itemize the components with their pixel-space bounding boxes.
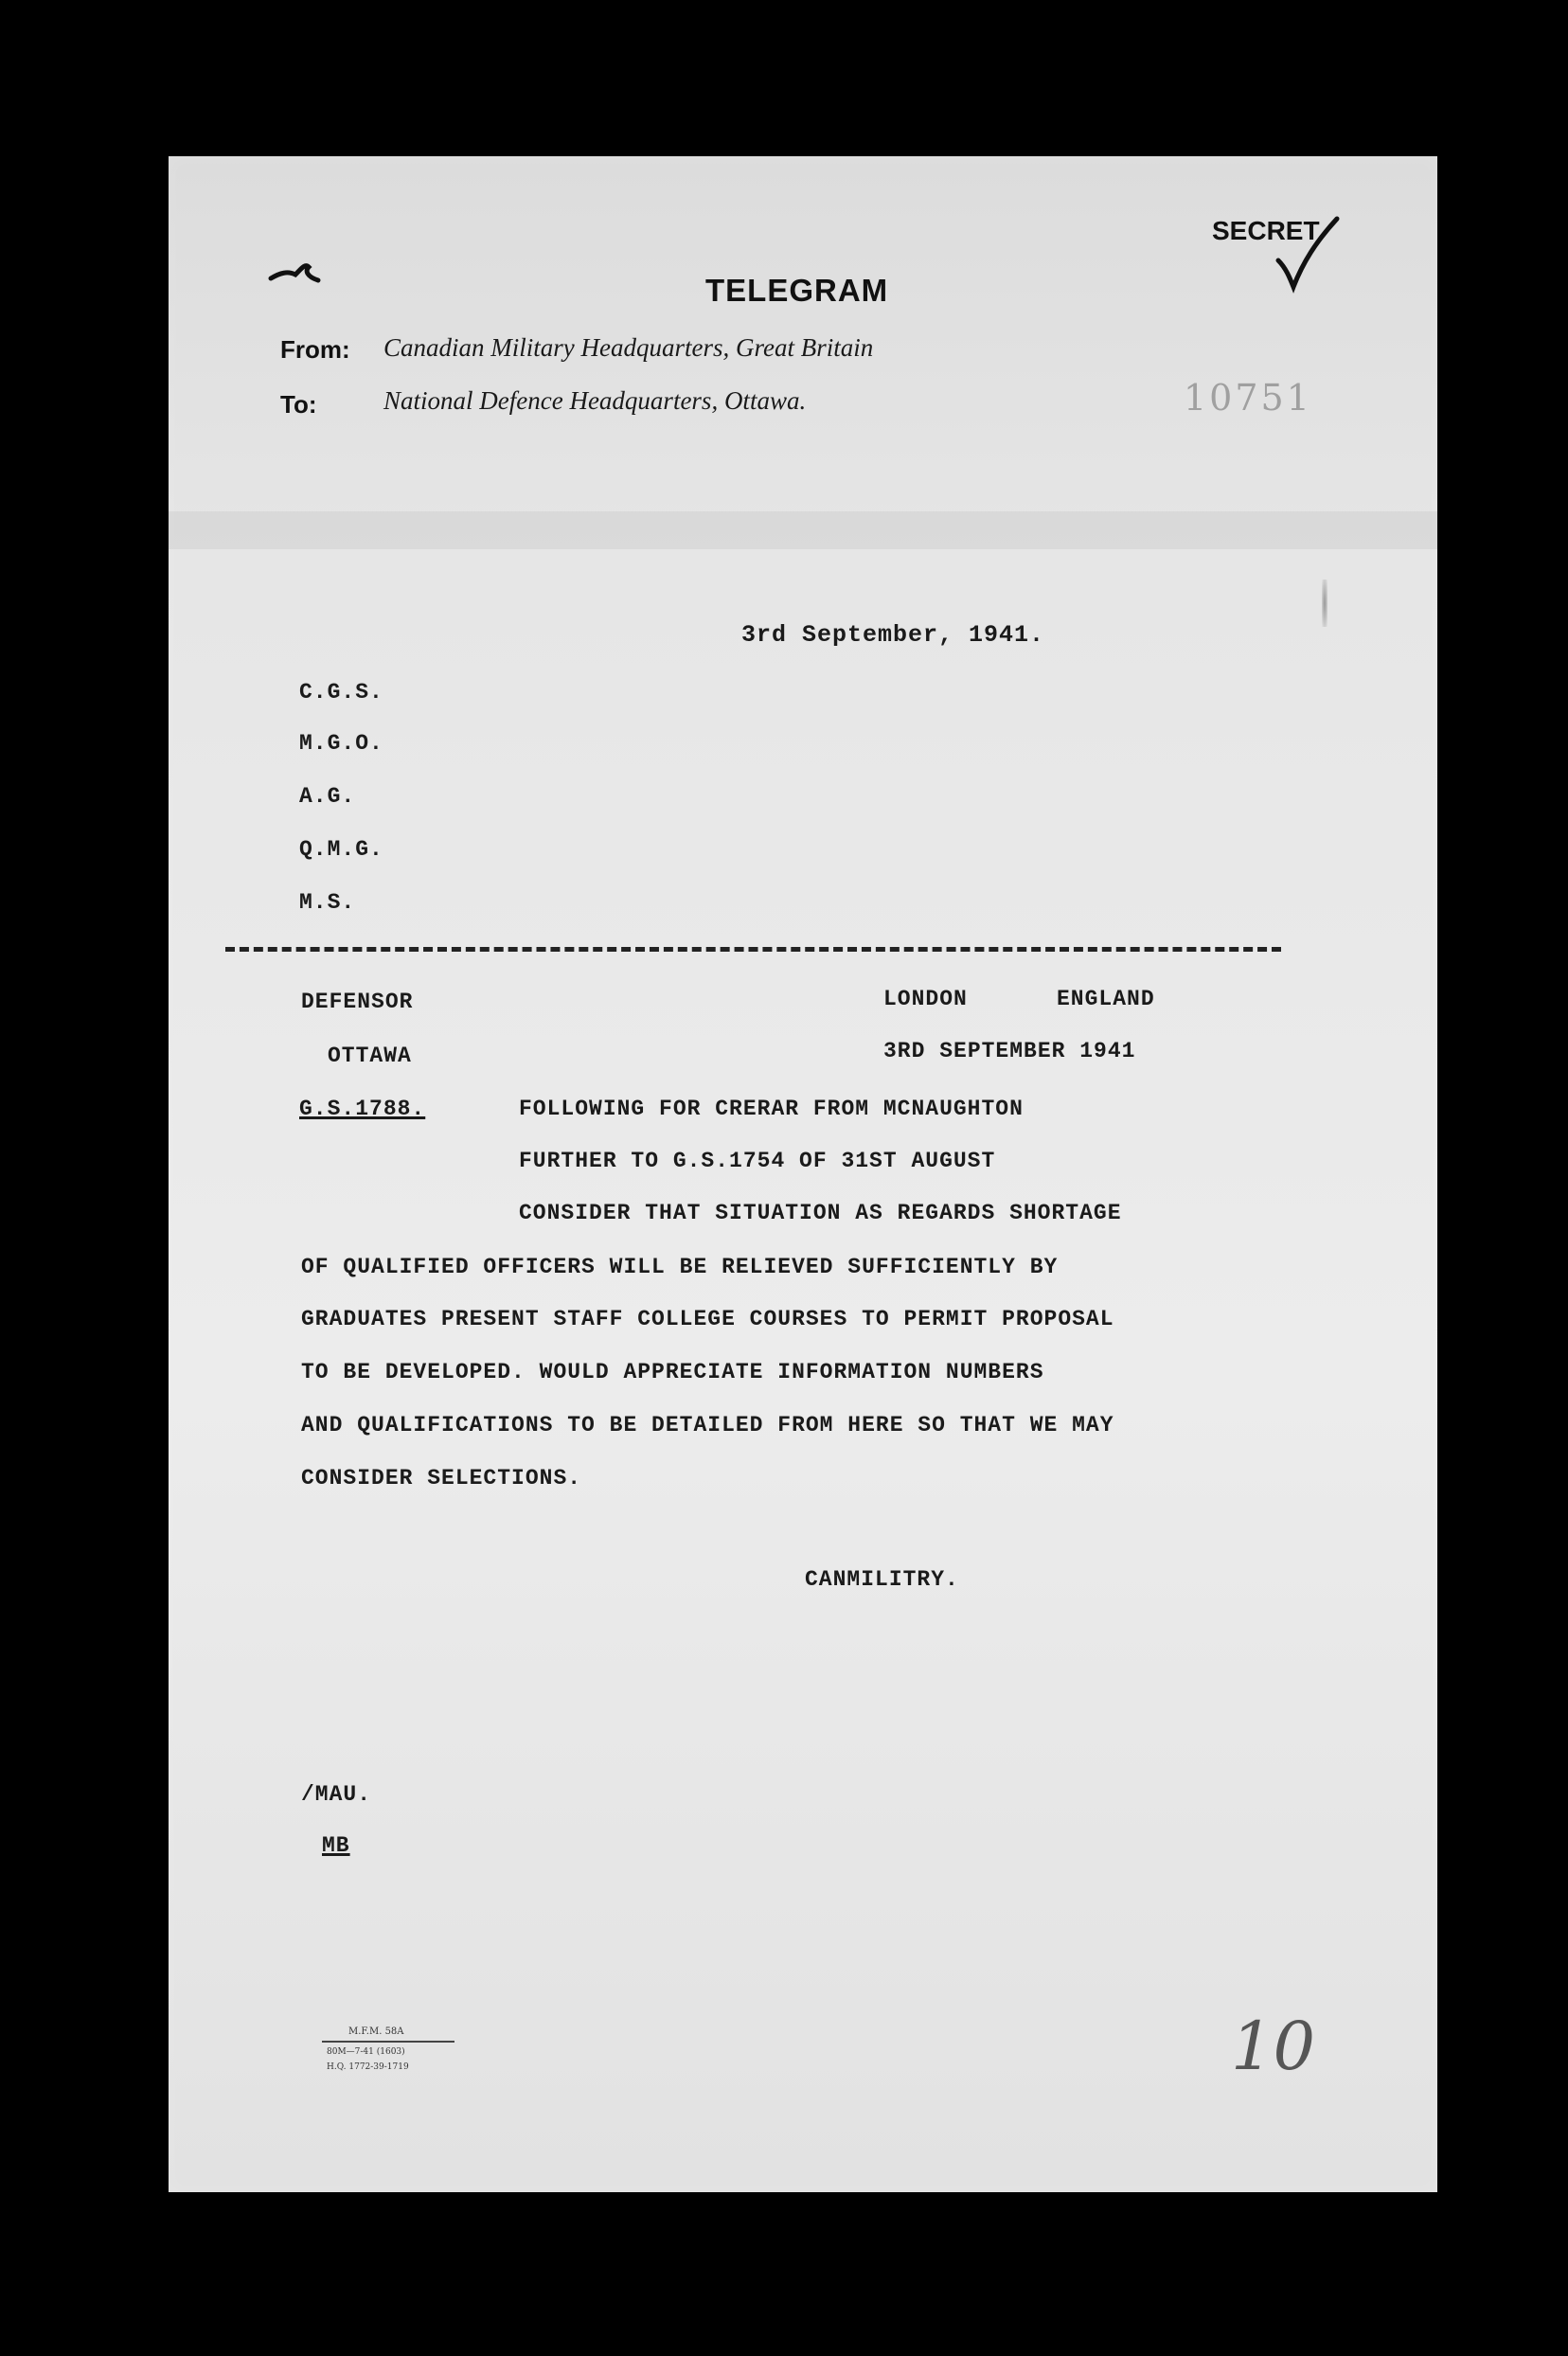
date-line: 3rd September, 1941. [741, 621, 1045, 649]
scan-speck [1322, 580, 1327, 627]
origin-place: LONDON [883, 987, 968, 1011]
ink-mark-icon [267, 252, 324, 290]
divider-rule [225, 947, 1281, 952]
message-line: CONSIDER SELECTIONS. [301, 1466, 582, 1490]
signature: CANMILITRY. [805, 1567, 959, 1592]
origin-country: ENGLAND [1057, 987, 1155, 1011]
message-line: AND QUALIFICATIONS TO BE DETAILED FROM HERE SO THAT WE MAY [301, 1413, 1114, 1437]
distribution-item: M.G.O. [299, 731, 383, 756]
page-number: 10 [1231, 2008, 1316, 2085]
form-number: M.F.M. 58A [348, 2026, 404, 2037]
message-line: FURTHER TO G.S.1754 OF 31ST AUGUST [519, 1149, 996, 1173]
addressee-line2: OTTAWA [328, 1044, 412, 1068]
scan-band [169, 511, 1437, 549]
from-value: Canadian Military Headquarters, Great Britain [383, 333, 874, 362]
document-title: TELEGRAM [705, 273, 889, 308]
distribution-item: A.G. [299, 784, 356, 809]
classification-label: SECRET [1212, 216, 1320, 245]
message-line: GRADUATES PRESENT STAFF COLLEGE COURSES TO PERMIT PROPOSAL [301, 1307, 1114, 1331]
origin-date: 3RD SEPTEMBER 1941 [883, 1039, 1136, 1063]
from-label: From: [280, 335, 350, 364]
telegram-sheet [169, 156, 1437, 2192]
addressee-line1: DEFENSOR [301, 990, 414, 1014]
distribution-item: M.S. [299, 890, 356, 915]
message-line: TO BE DEVELOPED. WOULD APPRECIATE INFORMATION NUMBERS [301, 1360, 1044, 1384]
message-line: CONSIDER THAT SITUATION AS REGARDS SHORTAGE [519, 1201, 1122, 1225]
initials: /MAU. [301, 1782, 372, 1807]
print-line2: H.Q. 1772-39-1719 [327, 2062, 409, 2072]
print-line1: 80M—7-41 (1603) [327, 2047, 405, 2057]
distribution-item: C.G.S. [299, 680, 383, 705]
footer-rule [322, 2041, 454, 2043]
reference-number: G.S.1788. [299, 1097, 426, 1121]
to-label: To: [280, 390, 317, 419]
distribution-item: Q.M.G. [299, 837, 383, 862]
to-value: National Defence Headquarters, Ottawa. [383, 386, 807, 415]
message-line: OF QUALIFIED OFFICERS WILL BE RELIEVED SUFFICIENTLY BY [301, 1255, 1059, 1279]
message-line: FOLLOWING FOR CRERAR FROM MCNAUGHTON [519, 1097, 1024, 1121]
checkmark-icon [1269, 213, 1345, 298]
operator-code: MB [322, 1833, 350, 1858]
stamp-number: 10751 [1184, 377, 1312, 419]
